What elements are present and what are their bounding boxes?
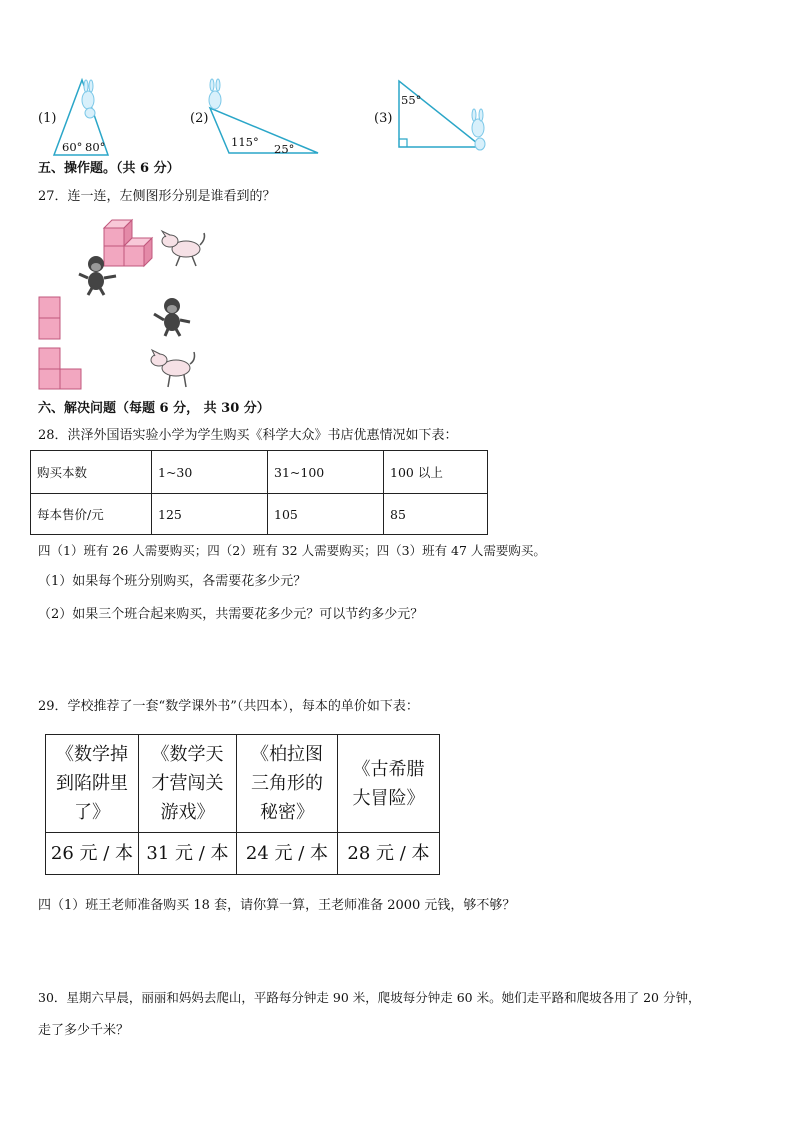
table-cell: 125 [152,494,268,535]
table-row [46,735,440,833]
view-shape-b [38,347,84,391]
triangle-3-label: (3) [374,111,393,126]
question-30-line2: 走了多少千米？ [38,1023,130,1038]
question-28-info: 四（1）班有 26 人需要购买；四（2）班有 32 人需要购买；四（3）班有 47 人需要购买。 [38,543,546,558]
table-cell: 《数学掉 到陷阱里 了》 [46,735,139,833]
question-27-text: 27．连一连，左侧图形分别是谁看到的？ [38,189,276,204]
view-shape-a [38,296,62,344]
table-cell: 85 [384,494,488,535]
table-cell: 1~30 [152,451,268,494]
bunny-icon [209,79,221,109]
section-5-heading: 五、操作题。（共 6 分） [38,161,180,176]
triangle-2-angle-a: 115° [231,135,259,149]
table-cell: 105 [268,494,384,535]
section-6-heading: 六、解决问题（每题 6 分， 共 30 分） [38,401,270,416]
table-cell: 31~100 [268,451,384,494]
triangle-2-angle-b: 25° [274,142,295,156]
table-row [31,451,488,494]
table-row [46,833,440,875]
question-28-sub2: （2）如果三个班合起来购买，共需要花多少元？可以节约多少元？ [38,607,424,622]
bunny-icon [82,80,95,118]
table-cell: 28 元 / 本 [338,833,440,875]
triangle-1-angle-b: 80° [85,140,106,154]
bunny-icon [472,109,485,150]
question-29-question: 四（1）班王老师准备购买 18 套，请你算一算，王老师准备 2000 元钱，够不够？ [38,898,516,913]
triangle-3-figure [396,78,492,160]
question-28-sub1: （1）如果每个班分别购买，各需要花多少元？ [38,574,307,589]
triangle-2-figure [205,80,323,160]
dog-icon [148,350,198,390]
table-cell: 《古希腊 大冒险》 [338,735,440,833]
table-cell: 24 元 / 本 [237,833,338,875]
discount-table [30,450,488,535]
question-28-text: 28．洪泽外国语实验小学为学生购买《科学大众》书店优惠情况如下表： [38,428,458,443]
table-cell: 购买本数 [31,451,152,494]
table-cell: 31 元 / 本 [139,833,237,875]
monkey-icon [76,254,120,296]
triangle-1-label: (1) [38,111,57,126]
triangle-2-label: (2) [190,111,209,126]
table-row [31,494,488,535]
table-cell: 100 以上 [384,451,488,494]
dog-icon [160,229,208,269]
question-30-line1: 30．星期六早晨，丽丽和妈妈去爬山，平路每分钟走 90 米，爬坡每分钟走 60 米。她们走平路和爬坡各用了 20 分钟， [38,990,701,1005]
book-price-table [45,734,440,875]
table-cell: 《数学天 才营闯关 游戏》 [139,735,237,833]
monkey-icon [150,296,194,336]
triangle-3-angle: 55° [401,93,422,107]
triangle-1-angle-a: 60° [62,140,83,154]
table-cell: 26 元 / 本 [46,833,139,875]
question-29-text: 29．学校推荐了一套“数学课外书”（共四本），每本的单价如下表： [38,699,419,714]
table-cell: 《柏拉图 三角形的 秘密》 [237,735,338,833]
table-cell: 每本售价/元 [31,494,152,535]
